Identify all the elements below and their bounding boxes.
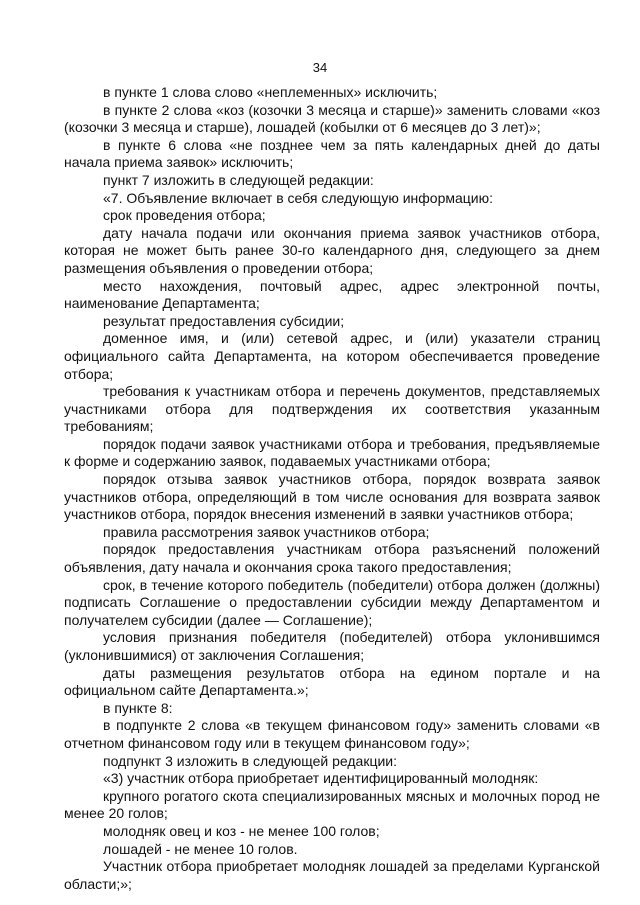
paragraph: крупного рогатого скота специализированных мясных и молочных пород не менее 20 голов;: [64, 787, 600, 822]
paragraph: в пункте 8:: [103, 699, 173, 716]
paragraph: в пункте 2 слова «коз (козочки 3 месяца и старше)» заменить словами «коз (козочки 3 месяца и старше), лошадей (кобылки от 6 месяцев до 3 лет)»;: [64, 101, 600, 136]
paragraph: даты размещения результатов отбора на едином портале и на официальном сайте Департамента.»;: [64, 664, 600, 699]
paragraph: доменное имя, и (или) сетевой адрес, и (или) указатели страниц официального сайта Департамента, на котором обеспечивается проведение отбора;: [64, 330, 600, 382]
paragraph: порядок подачи заявок участниками отбора и требования, предъявляемые к форме и содержанию заявок, подаваемых участниками отбора;: [64, 435, 600, 470]
paragraph: «3) участник отбора приобретает идентифицированный молодняк:: [103, 770, 539, 787]
paragraph: в подпункте 2 слова «в текущем финансовом году» заменить словами «в отчетном финансовом году или в текущем финансовом году»;: [64, 717, 600, 751]
paragraph: правила рассмотрения заявок участников отбора;: [103, 523, 430, 540]
paragraph: результат предоставления субсидии;: [103, 312, 345, 329]
paragraph: молодняк овец и коз - не менее 100 голов;: [103, 822, 380, 839]
paragraph: лошадей - не менее 10 голов.: [103, 840, 298, 857]
paragraph: в пункте 1 слова слово «неплеменных» исключить;: [103, 84, 438, 100]
paragraph: требования к участникам отбора и перечень документов, представляемых участниками отбора для подтверждения их соответствия указанным требованиям;: [64, 383, 600, 435]
paragraph: срок, в течение которого победитель (победители) отбора должен (должны) подписать Соглашение о предоставлении субсидии между Департаментом и получателем субсидии (далее — Соглашение);: [64, 576, 600, 628]
paragraph: пункт 7 изложить в следующей редакции:: [103, 171, 374, 188]
paragraph: место нахождения, почтовый адрес, адрес электронной почты, наименование Департамента;: [64, 277, 600, 312]
page-number: 34: [312, 60, 328, 75]
paragraph: срок проведения отбора;: [103, 207, 266, 224]
paragraph: в пункте 6 слова «не позднее чем за пять календарных дней до даты начала приема заявок» исключить;: [64, 136, 600, 171]
paragraph: порядок предоставления участникам отбора разъяснений положений объявления, дату начала и окончания срока такого предоставления;: [64, 541, 600, 576]
document-body: [64, 84, 600, 893]
paragraph: Участник отбора приобретает молодняк лошадей за пределами Курганской области;»;: [64, 858, 600, 892]
paragraph: дату начала подачи или окончания приема заявок участников отбора, которая не может быть ранее 30-го календарного дня, следующего за днем размещения объявления о проведении отбора;: [64, 224, 600, 276]
paragraph: порядок отзыва заявок участников отбора, порядок возврата заявок участников отбора, определяющий в том числе основания для возврата заявок участников отбора, порядок внесения изменений в заявки участников отбора;: [64, 471, 600, 523]
paragraph: «7. Объявление включает в себя следующую информацию:: [103, 189, 494, 206]
paragraph: подпункт 3 изложить в следующей редакции:: [103, 752, 398, 769]
paragraph: условия признания победителя (победителей) отбора уклонившимся (уклонившимися) от заключения Соглашения;: [64, 629, 600, 663]
